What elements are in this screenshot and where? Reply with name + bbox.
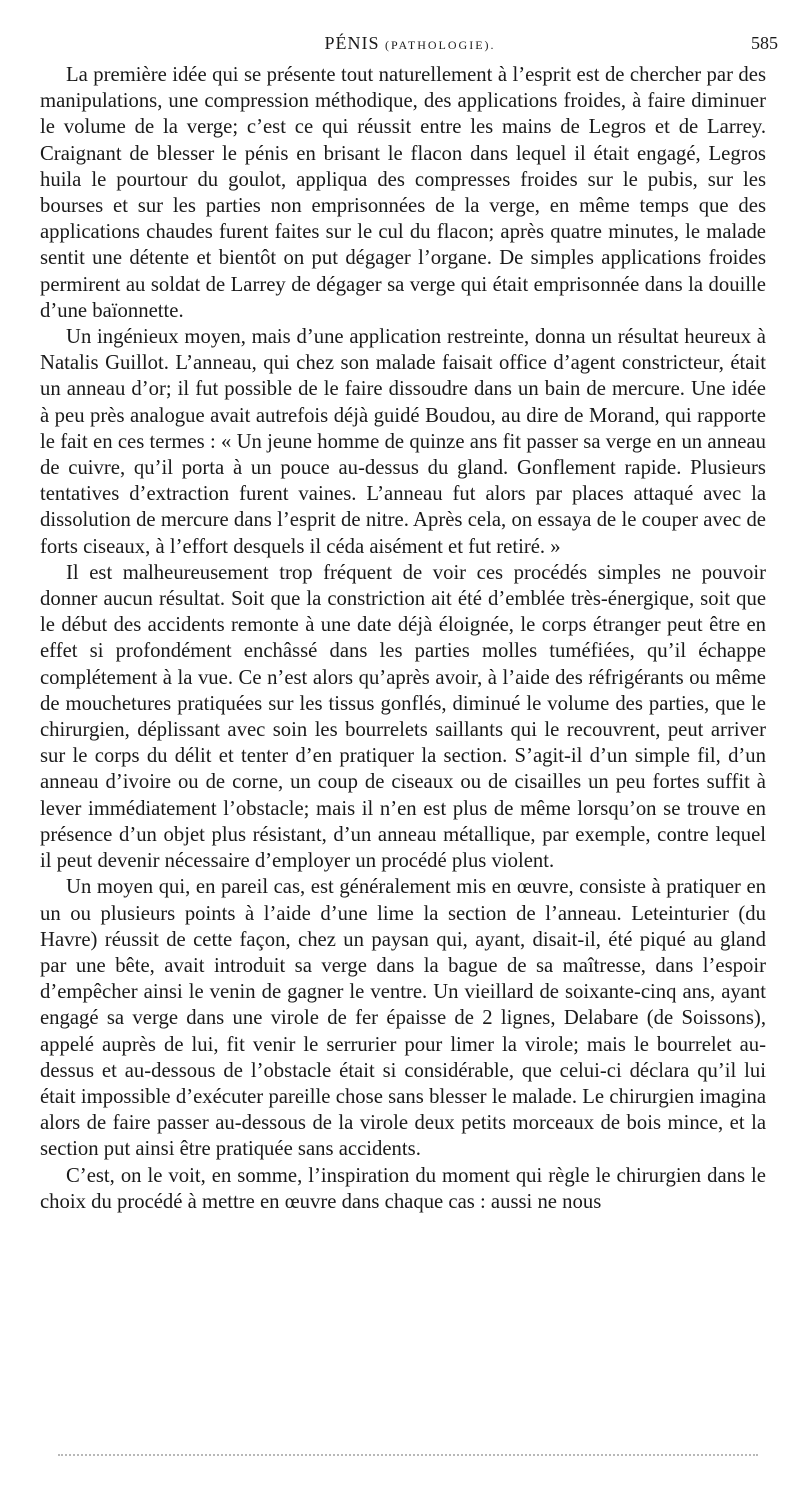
paragraph: Un moyen qui, en pareil cas, est généralement mis en œuvre, consiste à pratiquer en un ou plusieurs points à l’aide d’une lime la section de l’anneau. Leteinturier (du Havre) réussit de cette façon, chez un paysan qui, ayant, disait-il, été piqué au gland par une bête, avait introduit sa verge dans la bague de sa maîtresse, dans l’espoir d’empêcher ainsi le venin de gagner le ventre. Un vieillard de soixante-cinq ans, ayant engagé sa verge dans une virole de fer épaisse de 2 lignes, Delabare (de Soissons), appelé auprès de lui, fit venir le serrurier pour limer la virole; mais le bourrelet au-dessus et au-dessous de l’obstacle était si considérable, que celui-ci déclara qu’il lui était impossible d’exécuter pareille chose sans blesser le malade. Le chirurgien imagina alors de faire passer au-dessous de la virole deux petits morceaux de bois mince, et la section put ainsi être pratiquée sans accidents. — [40, 876, 766, 1161]
header-subtitle: (PATHOLOGIE). — [384, 38, 496, 52]
paragraph: C’est, on le voit, en somme, l’inspiration du moment qui règle le chirurgien dans le choix du procédé à mettre en œuvre dans chaque cas : aussi ne nous — [40, 1164, 766, 1213]
paragraph: Un ingénieux moyen, mais d’une application restreinte, donna un résultat heureux à Natalis Guillot. L’anneau, qui chez son malade faisait office d’agent constricteur, était un anneau d’or; il fut possible de le faire dissoudre dans un bain de mercure. Une idée à peu près analogue avait autrefois déjà guidé Boudou, au dire de Morand, qui rapporte le fait en ces termes : « Un jeune homme de quinze ans fit passer sa verge en un anneau de cuivre, qu’il porta à un pouce au-dessus du gland. Gonflement rapide. Plusieurs tentatives d’extraction furent vaines. L’anneau fut alors par places attaqué avec la dissolution de mercure dans l’esprit de nitre. Après cela, on essaya de le couper avec de forts ciseaux, à l’effort desquels il céda aisément et fut retiré. » — [40, 326, 766, 558]
header-title: PÉNIS — [324, 33, 380, 53]
paragraph: La première idée qui se présente tout naturellement à l’esprit est de chercher par des manipulations, une compression méthodique, des applications froides, à faire diminuer le volume de la verge; c’est ce qui réussit entre les mains de Legros et de Larrey. Craignant de blesser le pénis en brisant le flacon dans lequel il était engagé, Legros huila le pourtour du goulot, appliqua des compresses froides sur le pubis, sur les bourses et sur les parties non emprisonnées de la verge, en même temps que des applications chaudes furent faites sur le cul du flacon; après quatre minutes, le malade sentit une détente et bientôt on put dégager l’organe. De simples applications froides permirent au soldat de Larrey de dégager sa verge qui était emprisonnée dans la douille d’une baïonnette. — [40, 64, 766, 322]
paragraph: Il est malheureusement trop fréquent de voir ces procédés simples ne pouvoir donner aucun résultat. Soit que la constriction ait été d’emblée très-énergique, soit que le début des accidents remonte à une date déjà éloignée, le corps étranger peut être en effet si profondément enchâssé dans les parties molles tuméfiées, qu’il échappe complétement à la vue. Ce n’est alors qu’après avoir, à l’aide des réfrigérants ou même de mouchetures pratiquées sur les tissus gonflés, diminué le volume des parties, que le chirurgien, déplissant avec soin les bourrelets saillants qui le recouvrent, peut arriver sur le corps du délit et tenter d’en pratiquer la section. S’agit-il d’un simple fil, d’un anneau d’ivoire ou de corne, un coup de ciseaux ou de cisailles un peu fortes suffit à lever immédiatement l’obstacle; mais il n’en est plus de même lorsqu’on se trouve en présence d’un objet plus résistant, d’un anneau métallique, par exemple, contre lequel il peut devenir nécessaire d’employer un procédé plus violent. — [40, 561, 766, 873]
footer-bleed-through-line — [58, 1454, 758, 1456]
page-number: 585 — [751, 33, 778, 53]
running-head — [42, 28, 778, 58]
running-title — [42, 28, 778, 60]
body-text — [40, 62, 766, 1215]
